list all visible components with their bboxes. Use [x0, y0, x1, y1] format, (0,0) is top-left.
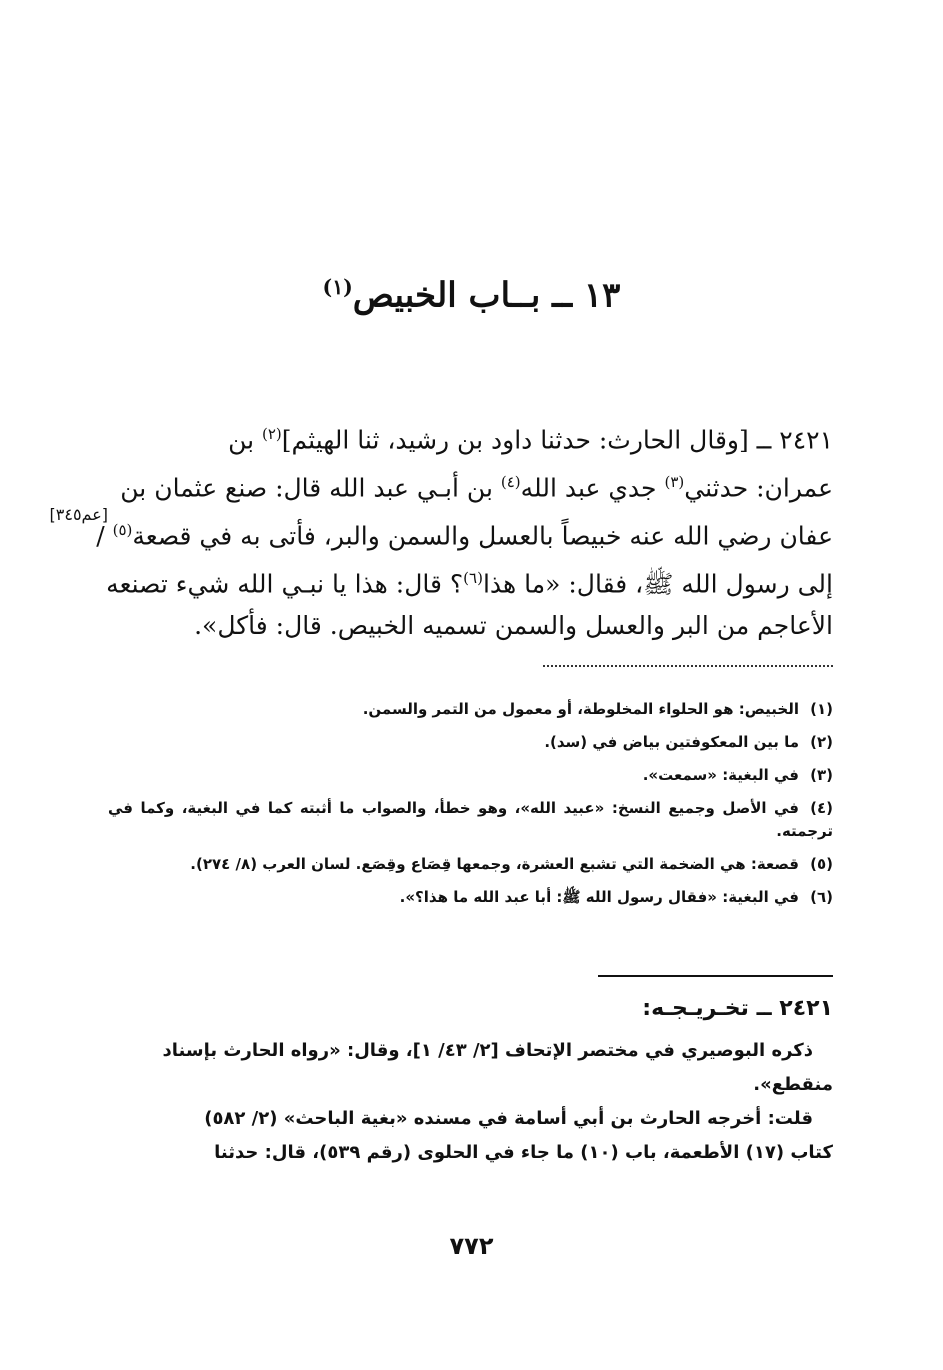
- footnotes: [108, 698, 833, 919]
- footnote: (٥)قصعة: هي الضخمة التي تشبع العشرة، وجمعها قِصَاع وقِصَع. لسان العرب (٨/ ٢٧٤).: [190, 855, 833, 873]
- footnote: (٤)في الأصل وجميع النسخ: «عبيد الله»، وهو خطأ، والصواب ما أثبته كما في البغية، وكما في ترجمته.: [108, 799, 833, 840]
- hadith-line: ٢٤٢١ ــ [وقال الحارث: حدثنا داود بن رشيد، ثنا الهيثم]$^{(٢)}$ بن: [228, 425, 833, 455]
- chapter-title-text: ١٣ ــ بــاب الخبيص: [352, 275, 621, 316]
- footnote: (٢)ما بين المعكوفتين بياض في (سد).: [544, 733, 833, 751]
- hadith-line: إلى رسول الله ﷺ، فقال: «ما هذا$^{(٦)}$؟ قال: هذا يا نبـي الله شيء تصنعه: [106, 569, 833, 599]
- footnote: (١)الخبيص: هو الحلواء المخلوطة، أو معمول من التمر والسمن.: [362, 700, 833, 718]
- takhrij-line: منقطع».: [753, 1074, 833, 1095]
- takhrij-heading: ٢٤٢١ ــ تخـريـجـه:: [642, 996, 833, 1021]
- chapter-title: [0, 275, 943, 315]
- footnote: (٣)في البغية: «سمعت».: [642, 766, 833, 784]
- takhrij-section: [108, 992, 833, 1170]
- hadith-line: عمران: حدثني$^{(٣)}$ جدي عبد الله$^{(٤)}$ بن أبـي عبد الله قال: صنع عثمان بن: [120, 473, 833, 503]
- hadith-text: [96, 410, 833, 650]
- takhrij-line: قلت: أخرجه الحارث بن أبي أسامة في مسنده «بغية الباحث» (٢/ ٥٨٢): [204, 1108, 813, 1129]
- takhrij-line: كتاب (١٧) الأطعمة، باب (١٠) ما جاء في الحلوى (رقم ٥٣٩)، قال: حدثنا: [214, 1142, 833, 1163]
- footnote: (٦)في البغية: «فقال رسول الله ﷺ: أبا عبد الله ما هذا؟».: [399, 888, 833, 906]
- hadith-line: الأعاجم من البر والعسل والسمن تسميه الخبيص. قال: فأكل».: [194, 611, 833, 640]
- takhrij-line: ذكره البوصيري في مختصر الإتحاف [٢/ ٤٣/ ١]، وقال: «رواه الحارث بإسناد: [162, 1040, 813, 1061]
- page-number: ٧٧٢: [449, 1232, 494, 1260]
- chapter-title-note: (١): [322, 275, 353, 299]
- section-rule: [598, 975, 833, 977]
- footnote-separator: [543, 665, 833, 667]
- margin-reference: [عم٣٤٥]: [49, 505, 108, 524]
- hadith-line: عفان رضي الله عنه خبيصاً بالعسل والسمن والبر، فأتى به في قصعة$^{(٥)}$ /: [96, 521, 833, 551]
